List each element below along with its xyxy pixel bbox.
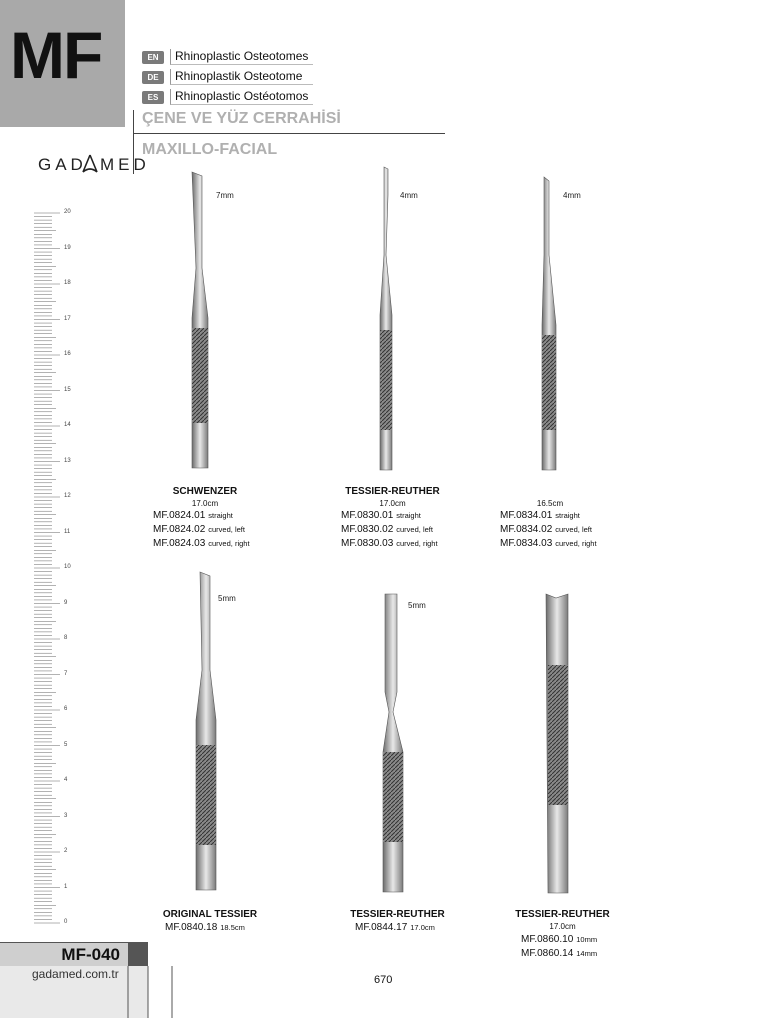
product-code-line	[521, 934, 597, 945]
ruler-number: 10	[64, 564, 71, 570]
lang-label: Rhinoplastik Osteotome	[170, 69, 313, 85]
ruler-number: 0	[64, 919, 68, 925]
product-code-note: curved, left	[208, 525, 245, 534]
tessier-reuther-osteotome-3-icon	[375, 592, 415, 897]
lang-row-es	[142, 89, 313, 105]
product-code: MF.0830.03	[341, 538, 394, 549]
product-code-line	[500, 510, 580, 521]
footer-columns	[125, 966, 173, 1018]
product-code-line	[500, 538, 597, 549]
product-code-note: curved, left	[555, 525, 592, 534]
product-name: TESSIER-REUTHER	[515, 909, 610, 920]
product-name: ORIGINAL TESSIER	[162, 909, 258, 920]
ruler-number: 5	[64, 741, 68, 748]
product-code-note: 18.5cm	[220, 923, 245, 932]
product-code-line	[153, 510, 233, 521]
product-code-note: 10mm	[576, 935, 598, 944]
product-code-note: curved, right	[555, 539, 597, 548]
product-length: 16.5cm	[536, 499, 564, 508]
lang-row-en	[142, 49, 313, 65]
ruler-number: 19	[64, 244, 71, 251]
website: gadamed.com.tr	[32, 967, 119, 981]
page-number: 670	[374, 974, 393, 986]
ruler-number: 18	[64, 280, 71, 286]
ruler-number: 14	[64, 422, 71, 428]
product-code: MF.0830.02	[341, 524, 394, 535]
product-name: SCHWENZER	[172, 486, 238, 497]
brand-logo-svg	[38, 152, 150, 176]
section-code-block	[0, 0, 125, 127]
ruler-number: 16	[64, 351, 71, 357]
product-code-note: 17.0cm	[410, 923, 435, 932]
schwenzer-osteotome-icon	[180, 168, 225, 478]
catalog-code: MF-040	[61, 945, 120, 964]
ruler-number: 4	[64, 777, 68, 783]
ruler-number: 17	[64, 315, 71, 322]
product-length: 17.0cm	[191, 499, 219, 508]
ruler-number: 20	[64, 209, 71, 215]
product-code-line	[341, 538, 438, 549]
ruler-number: 7	[64, 670, 68, 677]
lang-row-de	[142, 69, 313, 85]
lang-tag: DE	[142, 71, 164, 84]
product-code: MF.0824.01	[153, 510, 206, 521]
tessier-reuther-osteotome-4-icon	[540, 590, 575, 898]
product-code: MF.0834.02	[500, 524, 553, 535]
product-code-line	[341, 510, 421, 521]
product-length: 17.0cm	[379, 499, 406, 508]
ruler-number: 6	[64, 706, 68, 712]
product-code-note: straight	[208, 511, 233, 520]
size-label: 5mm	[218, 594, 236, 603]
ruler-number: 13	[64, 457, 71, 464]
tessier-reuther-osteotome-icon	[370, 165, 410, 475]
section-code: MF	[10, 18, 102, 92]
size-label: 4mm	[563, 191, 581, 200]
product-code-note: straight	[555, 511, 580, 520]
ruler-number: 9	[64, 599, 68, 606]
size-label: 5mm	[408, 601, 426, 610]
ruler-number: 2	[64, 848, 68, 854]
section-title-en: MAXILLO-FACIAL	[142, 141, 278, 158]
product-code-note: curved, left	[396, 525, 433, 534]
product-code-note: straight	[396, 511, 421, 520]
original-tessier-osteotome-icon	[190, 570, 235, 895]
ruler-number: 11	[64, 528, 71, 535]
ruler-number: 8	[64, 635, 68, 641]
product-code-line	[153, 524, 245, 535]
section-title-tr: ÇENE VE YÜZ CERRAHİSİ	[142, 110, 341, 127]
product-code: MF.0834.01	[500, 510, 553, 521]
product-code: MF.0824.02	[153, 524, 206, 535]
brand-logo	[38, 152, 150, 181]
brand-text: GAD	[38, 155, 87, 174]
ruler-number: 15	[64, 386, 71, 393]
product-code-line	[341, 524, 433, 535]
product-code-line	[153, 538, 250, 549]
product-code-note: curved, right	[208, 539, 250, 548]
catalog-code-accent	[128, 942, 148, 966]
product-code-line	[165, 922, 245, 933]
product-code: MF.0844.17	[355, 922, 408, 933]
product-code-line	[521, 948, 597, 959]
product-code-note: 14mm	[576, 949, 598, 958]
product-code: MF.0860.14	[521, 948, 574, 959]
ruler-number: 3	[64, 812, 68, 819]
product-code: MF.0830.01	[341, 510, 394, 521]
product-code: MF.0840.18	[165, 922, 218, 933]
tessier-reuther-osteotome-2-icon	[530, 175, 570, 475]
product-code-line	[355, 922, 435, 933]
product-code: MF.0824.03	[153, 538, 206, 549]
size-label: 4mm	[400, 191, 418, 200]
lang-tag: EN	[142, 51, 164, 64]
ruler-number: 1	[64, 883, 68, 890]
lang-tag: ES	[142, 91, 164, 104]
product-code: MF.0834.03	[500, 538, 553, 549]
product-length: 17.0cm	[549, 922, 576, 931]
ruler	[30, 205, 80, 930]
product-code-note: curved, right	[396, 539, 438, 548]
lang-label: Rhinoplastic Osteotomes	[170, 49, 313, 65]
brand-text-2: MED	[100, 155, 150, 174]
size-label: 7mm	[216, 191, 234, 200]
product-name: TESSIER-REUTHER	[350, 909, 445, 920]
product-code-line	[500, 524, 592, 535]
ruler-number: 12	[64, 493, 71, 499]
catalog-code-box	[0, 942, 128, 967]
lang-label: Rhinoplastic Ostéotomos	[170, 89, 313, 105]
title-divider	[133, 133, 445, 134]
product-name: TESSIER-REUTHER	[345, 486, 440, 497]
product-code: MF.0860.10	[521, 934, 574, 945]
